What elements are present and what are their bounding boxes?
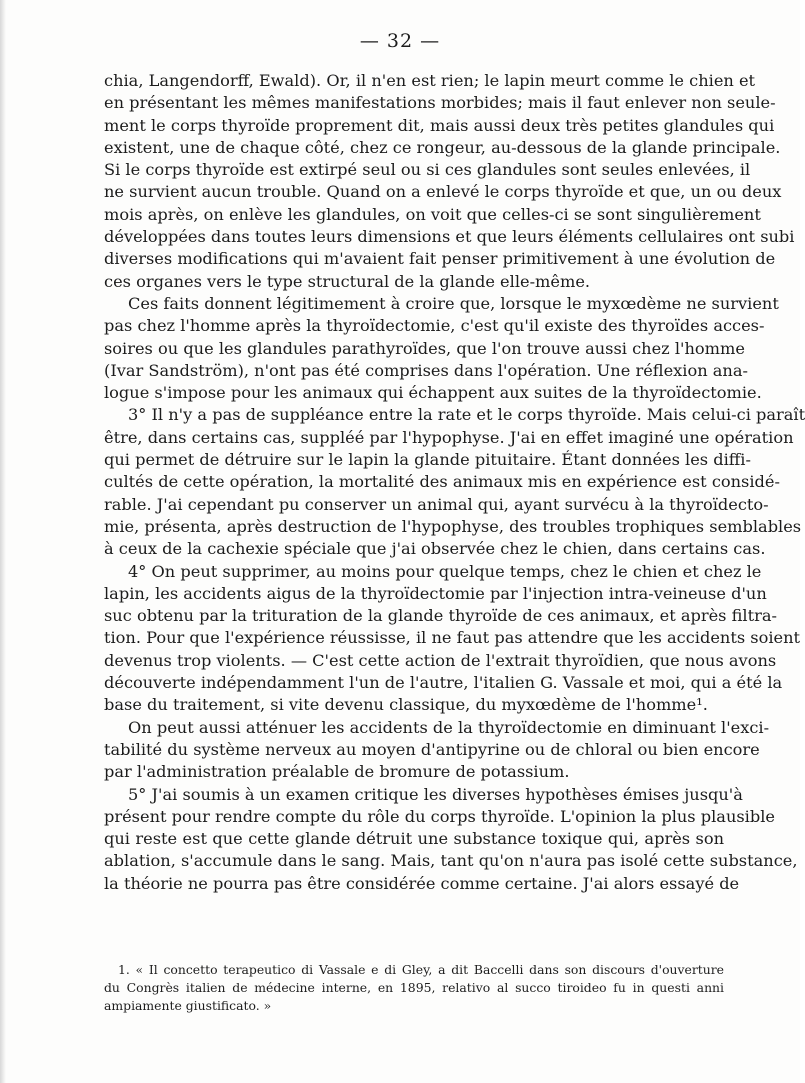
text-line: ces organes vers le type structural de la glande elle-même. <box>104 271 591 291</box>
footnote-separator <box>104 950 224 951</box>
text-line: ment le corps thyroïde proprement dit, mais aussi deux très petites glandules qui <box>104 115 775 135</box>
body-text <box>104 70 805 895</box>
text-line: soires ou que les glandules parathyroïdes, que l'on trouve aussi chez l'homme <box>104 338 745 358</box>
paragraph-start-line: 3° Il n'y a pas de suppléance entre la rate et le corps thyroïde. Mais celui-ci paraît <box>128 405 805 425</box>
text-line: tabilité du système nerveux au moyen d'antipyrine ou de chloral ou bien encore <box>104 739 760 759</box>
text-line: mois après, on enlève les glandules, on voit que celles-ci se sont singulièrement <box>104 204 761 224</box>
text-line: diverses modifications qui m'avaient fait penser primitivement à une évolution de <box>104 249 776 269</box>
text-line: présent pour rendre compte du rôle du corps thyroïde. L'opinion la plus plausible <box>104 806 775 826</box>
footnote-line: 1. « Il concetto terapeutico di Vassale e di Gley, a dit Baccelli dans son discours d'ouverture <box>118 962 724 977</box>
text-line: Si le corps thyroïde est extirpé seul ou si ces glandules sont seules enlevées, il <box>104 160 751 180</box>
text-line: qui reste est que cette glande détruit une substance toxique qui, après son <box>104 829 724 849</box>
text-line: mie, présenta, après destruction de l'hypophyse, des troubles trophiques semblables <box>104 516 802 536</box>
text-line: suc obtenu par la trituration de la glande thyroïde de ces animaux, et après filtra- <box>104 606 777 626</box>
footnote-line: du Congrès italien de médecine interne, en 1895, relativo al succo tiroideo fu in questi anni <box>104 980 724 995</box>
text-line: découverte indépendamment l'un de l'autre, l'italien G. Vassale et moi, qui a été la <box>104 673 783 693</box>
text-line: (Ivar Sandström), n'ont pas été comprises dans l'opération. Une réflexion ana- <box>104 360 748 380</box>
paragraph-start-line: 4° On peut supprimer, au moins pour quelque temps, chez le chien et chez le <box>128 561 762 581</box>
paragraph-start-line: Ces faits donnent légitimement à croire que, lorsque le myxœdème ne survient <box>128 293 779 313</box>
text-line: tion. Pour que l'expérience réussisse, il ne faut pas attendre que les accidents soient <box>104 628 801 648</box>
text-line: lapin, les accidents aigus de la thyroïdectomie par l'injection intra-veineuse d'un <box>104 583 767 603</box>
page-number: — 32 — <box>359 30 441 52</box>
text-line: logue s'impose pour les animaux qui échappent aux suites de la thyroïdectomie. <box>104 383 762 403</box>
text-line: qui permet de détruire sur le lapin la glande pituitaire. Étant données les diffi- <box>104 450 751 470</box>
text-line: développées dans toutes leurs dimensions et que leurs éléments cellulaires ont subi <box>104 227 795 247</box>
text-line: devenus trop violents. — C'est cette action de l'extrait thyroïdien, que nous avons <box>104 650 777 670</box>
text-line: ne survient aucun trouble. Quand on a enlevé le corps thyroïde et que, un ou deux <box>104 182 782 202</box>
scan-edge-shadow <box>0 0 6 1083</box>
text-line: ablation, s'accumule dans le sang. Mais, tant qu'on n'aura pas isolé cette substance, <box>104 851 798 871</box>
text-line: la théorie ne pourra pas être considérée comme certaine. J'ai alors essayé de <box>104 873 740 893</box>
text-line: rable. J'ai cependant pu conserver un animal qui, ayant survécu à la thyroïdecto- <box>104 494 769 514</box>
footnote-line: ampiamente giustificato. » <box>104 998 272 1013</box>
text-line: pas chez l'homme après la thyroïdectomie, c'est qu'il existe des thyroïdes acces- <box>104 316 765 336</box>
text-line: en présentant les mêmes manifestations morbides; mais il faut enlever non seule- <box>104 93 776 113</box>
text-line: chia, Langendorff, Ewald). Or, il n'en est rien; le lapin meurt comme le chien et <box>104 71 756 90</box>
text-line: par l'administration préalable de bromure de potassium. <box>104 762 570 782</box>
paragraph-start-line: On peut aussi atténuer les accidents de la thyroïdectomie en diminuant l'exci- <box>128 717 770 737</box>
paragraph-start-line: 5° J'ai soumis à un examen critique les diverses hypothèses émises jusqu'à <box>128 784 743 804</box>
text-line: existent, une de chaque côté, chez ce rongeur, au-dessous de la glande principale. <box>104 137 781 157</box>
text-line: base du traitement, si vite devenu classique, du myxœdème de l'homme¹. <box>104 695 708 715</box>
text-line: à ceux de la cachexie spéciale que j'ai observée chez le chien, dans certains cas. <box>104 539 766 559</box>
text-line: cultés de cette opération, la mortalité des animaux mis en expérience est considé- <box>104 472 780 492</box>
footnote <box>104 961 724 1015</box>
text-line: être, dans certains cas, suppléé par l'hypophyse. J'ai en effet imaginé une opération <box>104 427 794 447</box>
